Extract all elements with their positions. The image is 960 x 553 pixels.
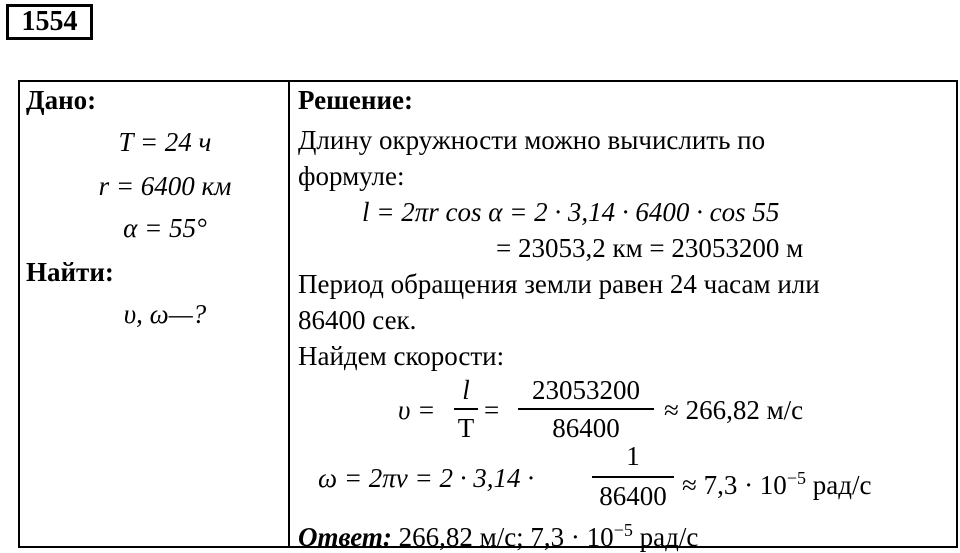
- answer-text: 266,82 м/с; 7,3 · 10: [391, 522, 614, 552]
- find-heading: Найти:: [26, 257, 114, 287]
- answer-label: Ответ:: [298, 522, 392, 552]
- omega-lhs: ω = 2πν = 2 · 3,14 ·: [318, 463, 535, 493]
- solution-text-5: Найдем скорости:: [298, 341, 505, 371]
- fraction-bar: [592, 476, 674, 478]
- given-angle: α = 55°: [123, 213, 207, 243]
- fraction-bar: [518, 408, 654, 410]
- velocity-numerator: 23053200: [532, 375, 640, 405]
- solution-text-3: Период обращения земли равен 24 часам или: [298, 269, 820, 299]
- solution-text-4: 86400 сек.: [298, 305, 417, 335]
- formula-circumference: l = 2πr cos α = 2 · 3,14 · 6400 · cos 55: [362, 197, 780, 227]
- solution-heading: Решение:: [298, 85, 413, 115]
- fraction-bar: [454, 408, 478, 410]
- velocity-denominator-t: T: [457, 413, 475, 443]
- omega-result: [682, 462, 871, 501]
- velocity-equals: =: [484, 395, 500, 425]
- velocity-denominator: 86400: [552, 413, 620, 443]
- velocity-lhs: υ =: [398, 395, 436, 425]
- omega-denominator: 86400: [599, 481, 667, 511]
- formula-circumference-result: = 23053,2 км = 23053200 м: [496, 233, 804, 263]
- solution-text-1: Длину окружности можно вычислить по: [298, 125, 766, 155]
- find-unknowns: υ, ω—?: [123, 299, 207, 329]
- velocity-result: ≈ 266,82 м/с: [664, 395, 804, 425]
- omega-numerator: 1: [626, 441, 640, 471]
- given-heading: Дано:: [26, 85, 97, 115]
- omega-exponent: −5: [786, 468, 806, 488]
- answer-line: [298, 514, 698, 553]
- answer-unit: рад/с: [632, 522, 699, 552]
- omega-unit: рад/с: [805, 470, 872, 500]
- omega-result-value: ≈ 7,3 · 10: [682, 470, 787, 500]
- answer-exponent: −5: [613, 520, 633, 540]
- solution-text-2: формуле:: [298, 161, 405, 191]
- given-period: T = 24 ч: [118, 127, 212, 157]
- velocity-numerator-l: l: [462, 375, 470, 405]
- problem-number: 1554: [6, 4, 93, 40]
- given-radius: r = 6400 км: [98, 171, 232, 201]
